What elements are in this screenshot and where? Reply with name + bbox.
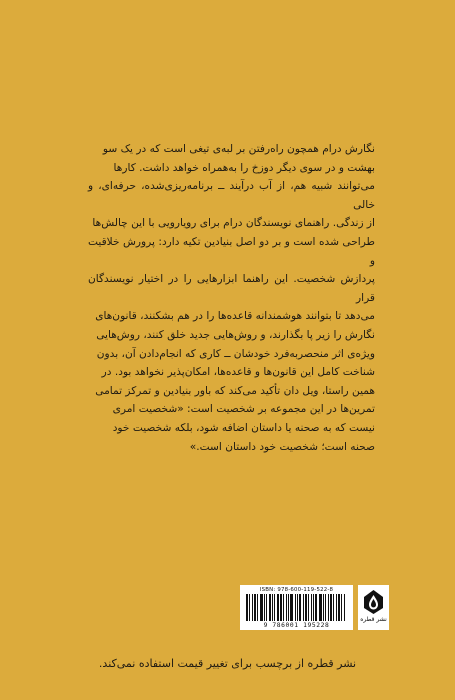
blurb-line: تمرین‌ها در این مجموعه بر شخصیت است: «شخصیت امری [112, 403, 375, 416]
barcode-block [240, 585, 395, 630]
barcode-bar [266, 594, 267, 621]
blurb-text [88, 140, 375, 456]
barcode-bar [280, 594, 282, 621]
isbn-label: ISBN: 978-600-119-522-8 [259, 587, 334, 593]
barcode-bar [297, 594, 298, 621]
barcode-bar [274, 594, 275, 621]
blurb-line: صحنه است؛ شخصیت خود داستان است.» [189, 440, 375, 453]
barcode-bar [313, 594, 314, 621]
barcode-bar [315, 594, 317, 621]
barcode-bar [286, 594, 287, 621]
barcode-bar [344, 594, 345, 621]
barcode-bar [325, 594, 326, 621]
barcode-bar [260, 594, 263, 621]
barcode-bar [290, 594, 293, 621]
blurb-line: از زندگی. راهنمای نویسندگان درام برای رویارویی با این چالش‌ها [92, 217, 375, 230]
barcode-bar [341, 594, 342, 621]
barcode-bar [269, 594, 271, 621]
barcode-bar [249, 594, 250, 621]
barcode-bar [336, 594, 337, 621]
barcode-bar [338, 594, 340, 621]
isbn-barcode [240, 585, 353, 630]
barcode-bar [283, 594, 284, 621]
blurb-line: پردازش شخصیت. این راهنما ابزارهایی را در اختیار نویسندگان قرار [88, 273, 375, 304]
barcode-bar [254, 594, 256, 621]
barcode-bar [323, 594, 324, 621]
barcode-bar [264, 594, 265, 621]
barcode-bar [272, 594, 273, 621]
barcode-bar [311, 594, 312, 621]
barcode-bars [246, 594, 347, 621]
barcode-bar [295, 594, 296, 621]
blurb-line: همین راستا، ویل دان تأکید می‌کند که باور بنیادین و تمرکز تمامی [95, 384, 375, 397]
blurb-line: بهشت و در سوی دیگر دوزخ را به‌همراه خواهد داشت. کارها [113, 161, 375, 174]
blurb-line: نیست که به صحنه یا داستان اضافه شود، بلکه شخصیت خود [112, 421, 375, 434]
barcode-bar [277, 594, 279, 621]
barcode-bar [330, 594, 332, 621]
barcode-bar [319, 594, 322, 621]
barcode-bar [303, 594, 304, 621]
blurb-line: نگارش درام همچون راه‌رفتن بر لبه‌ی تیغی است که در یک سو [102, 143, 375, 155]
barcode-bar [305, 594, 307, 621]
barcode-bar [333, 594, 334, 621]
barcode-digits: 9 786001 195228 [263, 622, 330, 629]
blurb-line: طراحی شده است و بر دو اصل بنیادین تکیه دارد: پرورش خلاقیت و [88, 235, 375, 267]
barcode-bar [299, 594, 301, 621]
barcode-bar [257, 594, 258, 621]
blurb-line: می‌دهد تا بتوانند هوشمندانه قاعده‌ها را در هم بشکنند، قانون‌های [95, 310, 375, 323]
barcode-bar [252, 594, 253, 621]
blurb-line: شناخت کامل این قانون‌ها و قاعده‌ها، امکان‌پذیر نخواهد بود. در [101, 366, 375, 379]
blurb-line: نگارش را زیر پا بگذارند، و روش‌هایی جدید خلق کنند، روش‌هایی [96, 328, 375, 341]
publisher-logo [358, 585, 389, 630]
blurb-line: ویژه‌ی اثر منحصربه‌فرد خودشان ــ کاری که انجام‌دادن آن، بدون [96, 347, 375, 360]
barcode-bar [328, 594, 329, 621]
barcode-bar [288, 594, 289, 621]
barcode-bar [308, 594, 309, 621]
price-label-note: نشر قطره از برچسب برای تغییر قیمت استفاده نمی‌کند. [98, 657, 357, 670]
publisher-drop-logo-icon [362, 589, 385, 615]
barcode-bar [246, 594, 248, 621]
publisher-logo-text: نشر قطره [360, 616, 387, 623]
blurb-line: می‌توانند شبیه هم، از آب درآیند ــ برنامه‌ریزی‌شده، حرفه‌ای، و خالی [88, 180, 375, 211]
